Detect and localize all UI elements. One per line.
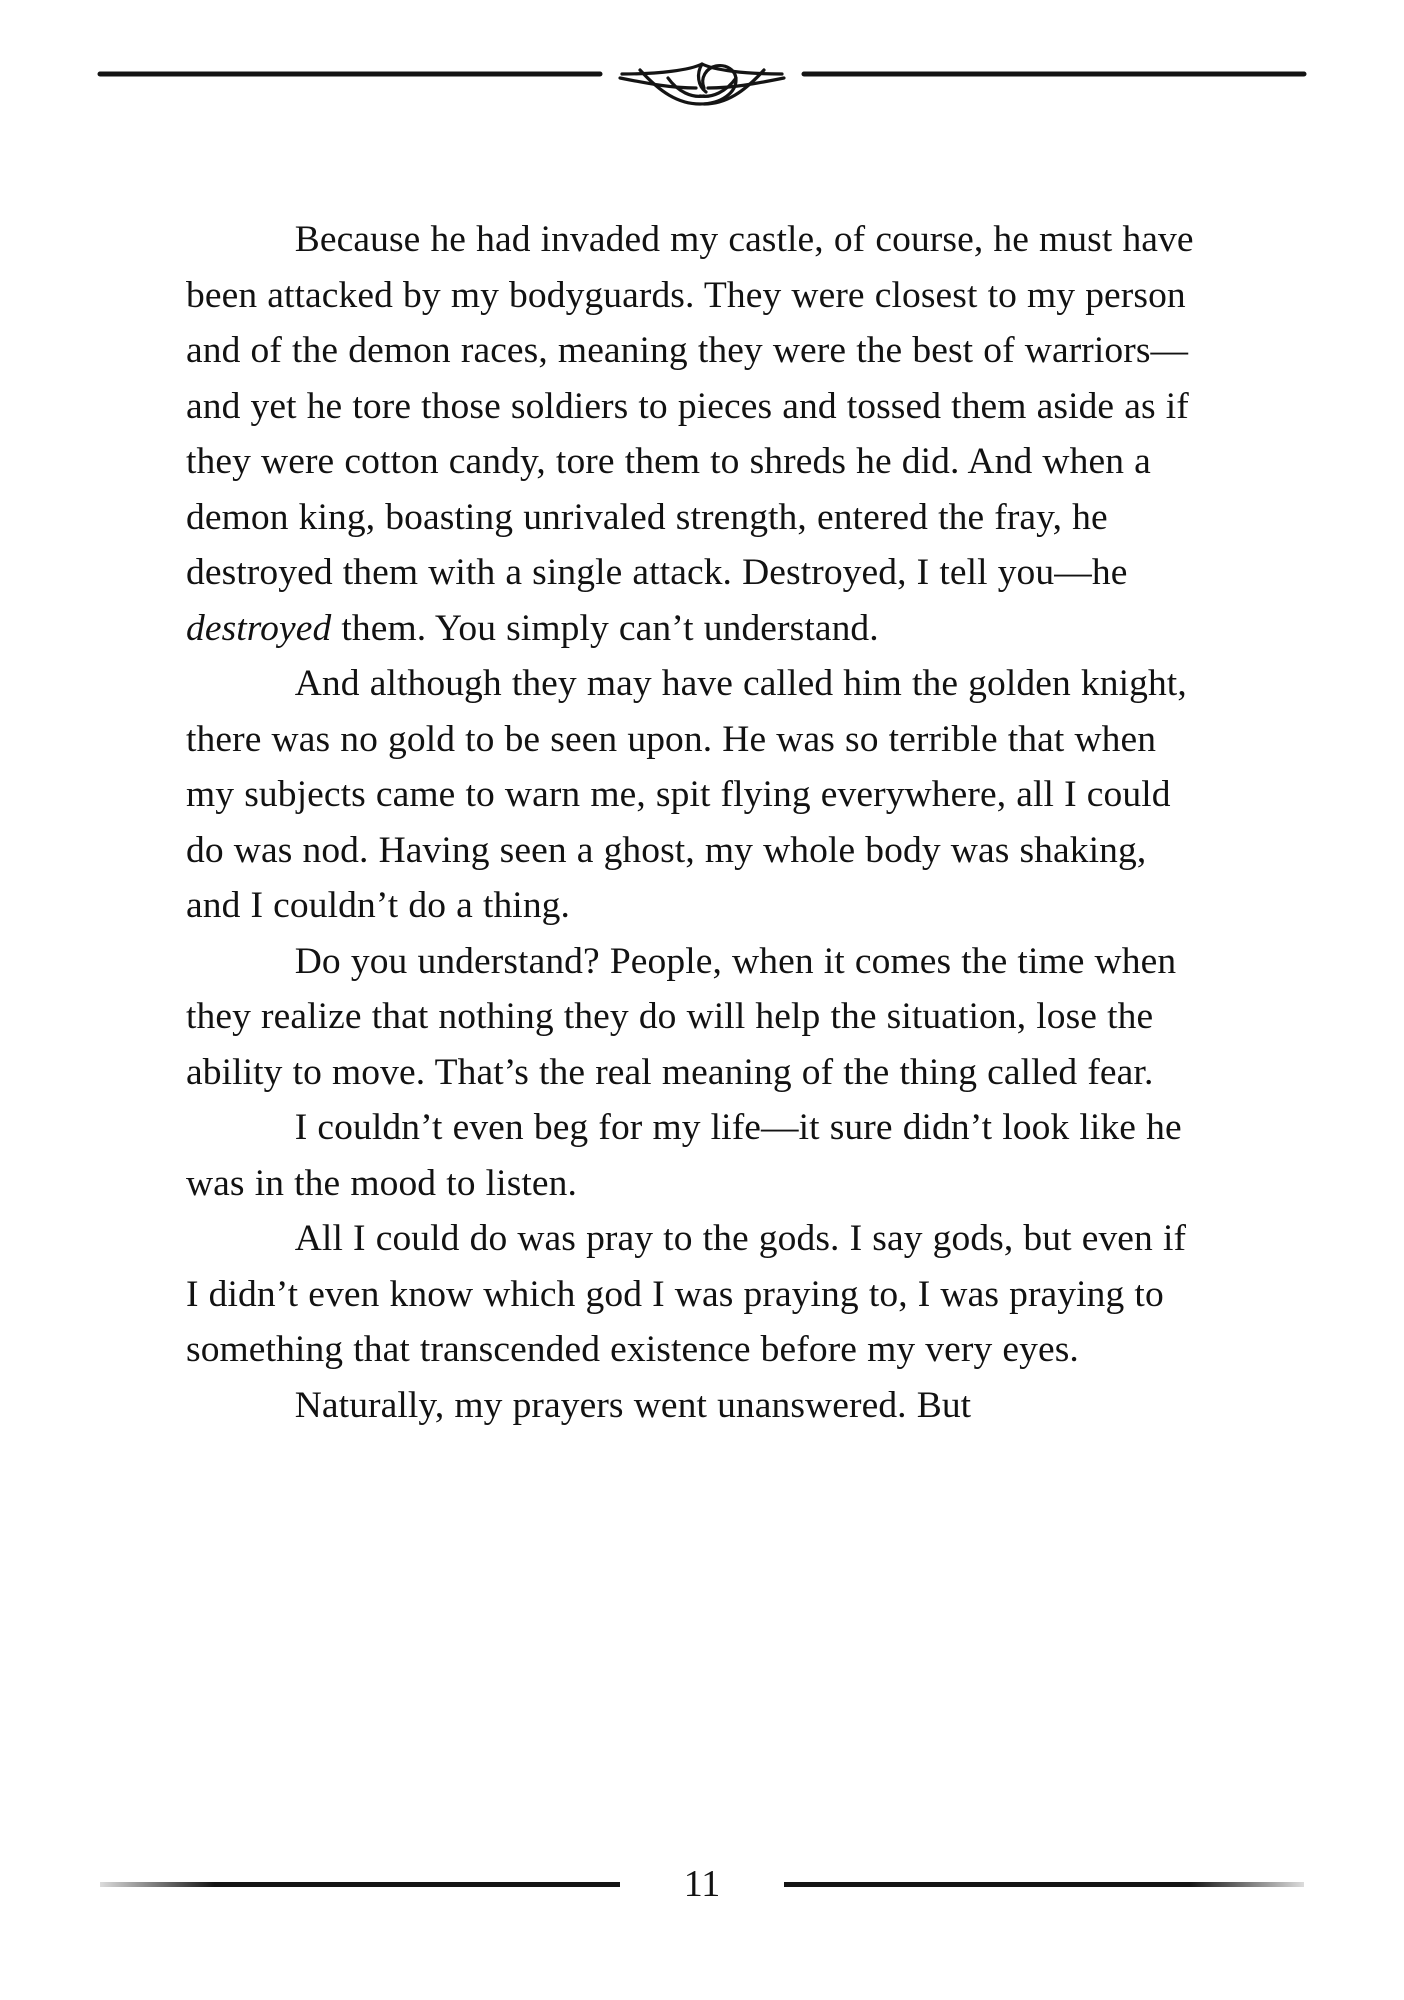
page-footer <box>0 1854 1404 1914</box>
page-body <box>186 212 1206 1433</box>
page-number: 11 <box>683 1863 721 1905</box>
paragraph-3: Do you understand? People, when it comes the time when they realize that nothing they do will help the situation, lose the ability to move. That’s the real meaning of the thing called fear. <box>186 940 1177 1093</box>
paragraph-4: I couldn’t even beg for my life—it sure didn’t look like he was in the mood to listen. <box>186 1107 1182 1204</box>
paragraph-6: Naturally, my prayers went unanswered. But <box>294 1384 972 1426</box>
paragraph-1-text: Because he had invaded my castle, of course, he must have been attacked by my bodyguards. They were closest to my person and of the demon races, meaning they were the best of warriors—and yet he tore those soldiers to pieces and tossed them aside as if they were cotton candy, tore them to shreds he did. And when a demon king, boasting unrivaled strength, entered the fray, he destroyed them with a single attack. Destroyed, I tell you—he <box>186 219 1194 593</box>
paragraph-1 <box>186 212 1206 656</box>
paragraph-5: All I could do was pray to the gods. I say gods, but even if I didn’t even know which god I was praying to, I was praying to something that transcended existence before my very eyes. <box>186 1218 1187 1370</box>
paragraph-1-emphasis: destroyed <box>186 607 332 649</box>
paragraph-1-tail: them. You simply can’t understand. <box>331 607 879 649</box>
paragraph-2: And although they may have called him the golden knight, there was no gold to be seen upon. He was so terrible that when my subjects came to warn me, spit flying everywhere, all I could do was nod. Having seen a ghost, my whole body was shaking, and I couldn’t do a thing. <box>186 663 1187 926</box>
flourish-divider-icon <box>0 52 1404 122</box>
